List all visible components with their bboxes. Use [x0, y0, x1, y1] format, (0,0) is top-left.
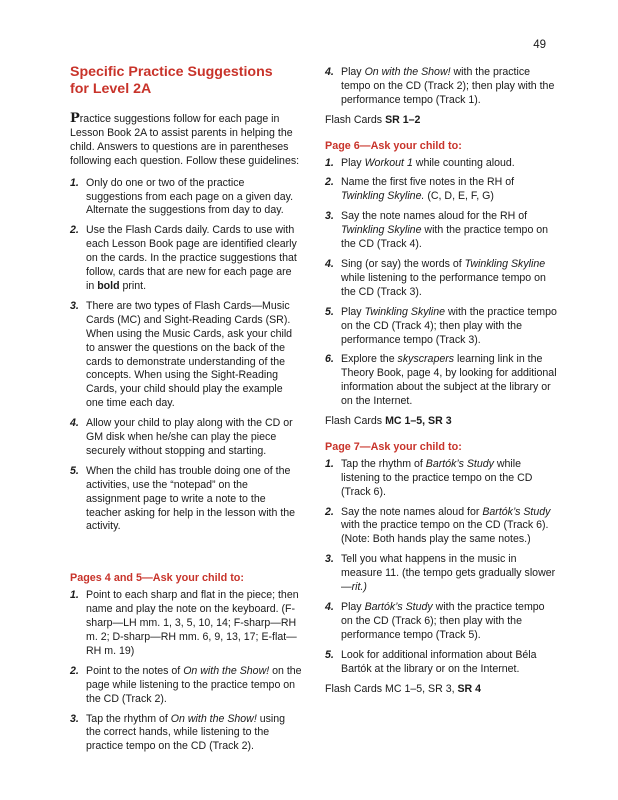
flash-bold: MC 1–5, SR 3: [385, 415, 452, 428]
flash-bold: SR 1–2: [385, 113, 421, 126]
item-text: on the page while listening to the practice tempo on the CD (Track 2).: [86, 664, 302, 705]
item-text: Sing (or say) the words of: [341, 257, 465, 270]
section-heading-pages-4-5: Pages 4 and 5—Ask your child to:: [70, 572, 244, 585]
item-italic-title: Bartók’s Study: [425, 457, 494, 470]
item-number: 2.: [70, 664, 79, 677]
item-italic-title: skyscrapers: [397, 353, 455, 366]
item-number: 1.: [70, 176, 79, 189]
list-item: [325, 353, 557, 409]
item-number: 5.: [70, 464, 79, 477]
item-italic-title: Twinkling Skyline.: [341, 190, 425, 203]
item-bold-text: bold: [97, 279, 120, 292]
section-heading-page-6: Page 6—Ask your child to:: [325, 139, 462, 152]
item-italic-title: Workout 1: [364, 156, 413, 169]
page-7-list: [325, 458, 557, 677]
item-text: print.: [119, 279, 147, 292]
flash-label: Flash Cards: [325, 415, 386, 428]
item-text: Use the Flash Cards daily. Cards to use with each Lesson Book page are identified clearly on the cards. In the practice suggestions that follow, cards that are new for each page are in: [86, 224, 297, 292]
item-text: Point to the notes of: [86, 664, 184, 677]
item-number: 6.: [325, 353, 334, 366]
list-item: [70, 589, 302, 659]
item-text: Point to each sharp and flat in the piece; then name and play the note on the keyboard. (F-sharp—LH mm. 1, 3, 5, 10, 14; F-sharp—RH m. 2; D-sharp—RH mm. 6, 9, 13, 17; E-flat—RH m. 19): [86, 589, 299, 657]
flash-bold: SR 4: [457, 682, 482, 695]
right-column: [325, 66, 557, 700]
item-text: with the practice tempo on the CD (Track 6). (Note: Both hands play the same notes.): [341, 519, 549, 546]
flash-cards-page-7: [325, 683, 557, 697]
item-italic-title: Bartók’s Study: [364, 601, 433, 613]
item-text: using the correct hands, while listening to the practice tempo on the CD (Track 2).: [86, 712, 286, 753]
item-number: 5.: [325, 648, 334, 661]
list-item: [70, 300, 302, 411]
item-italic-title: On with the Show!: [364, 66, 451, 78]
list-item: [70, 177, 302, 219]
list-item: [325, 553, 557, 595]
item-text: (C, D, E, F, G): [424, 190, 494, 203]
item-text: There are two types of Flash Cards—Music Cards (MC) and Sight-Reading Cards (SR). When using the Music Cards, ask your child to answer the questions on the back of the cards to demonstrate understanding of the concepts. When using the Sight-Reading Cards, your child should play the example one time each day.: [86, 299, 293, 410]
list-item: [325, 649, 557, 677]
guidelines-list: [70, 177, 302, 535]
list-item: [325, 258, 557, 300]
item-text: Tell you what happens in the music in measure 11. (the tempo gets gradually slower—: [341, 553, 556, 594]
list-item: [70, 713, 302, 755]
item-italic-title: Twinkling Skyline: [464, 257, 546, 270]
item-text: learning link in the Theory Book, page 4, by looking for additional information about the subject at the library or on the Internet.: [341, 353, 557, 408]
item-number: 4.: [325, 257, 334, 270]
item-italic-title: Twinkling Skyline: [341, 224, 422, 237]
list-item: [325, 458, 557, 500]
item-number: 4.: [325, 601, 334, 613]
item-text: Say the note names aloud for the RH of: [341, 210, 528, 223]
flash-cards-pages-4-5: [325, 114, 557, 128]
item-number: 3.: [70, 712, 79, 725]
item-text: with the practice tempo on the CD (Track 4); then play with the performance tempo (Track 3).: [341, 305, 557, 346]
item-text: Explore the: [341, 353, 398, 366]
intro-text: ractice suggestions follow for each page in Lesson Book 2A to assist parents in helping the child. Answers to questions are in parentheses following each question. Follow these guidelines:: [70, 113, 300, 167]
item-number: 2.: [325, 176, 334, 189]
item-text: while listening to the performance tempo on the CD (Track 3).: [341, 271, 546, 298]
list-item: [325, 306, 557, 348]
flash-label: Flash Cards MC 1–5, SR 3,: [325, 682, 458, 695]
item-number: 2.: [325, 505, 334, 518]
flash-label: Flash Cards: [325, 113, 386, 126]
item-text: Only do one or two of the practice suggestions from each page on a given day. Alternate the suggestions from day to day.: [86, 176, 294, 217]
item-number: 2.: [70, 224, 79, 237]
item-number: 1.: [325, 156, 334, 169]
item-text: with the practice tempo on the CD (Track 4).: [341, 224, 549, 251]
item-text: with the practice tempo on the CD (Track 2); then play with the performance tempo (Track 1).: [341, 66, 555, 106]
intro-dropcap: P: [70, 111, 80, 126]
item-italic-title: On with the Show!: [183, 664, 270, 677]
item-number: 3.: [325, 553, 334, 566]
pages-4-5-list: [70, 589, 302, 754]
pages-4-5-list-continued: [325, 66, 557, 108]
item-italic-title: Twinkling Skyline: [364, 305, 446, 318]
section-heading-page-7: Page 7—Ask your child to:: [325, 440, 462, 453]
item-italic-title: rit.): [351, 581, 367, 594]
item-text: Tap the rhythm of: [341, 457, 426, 470]
page-title: [70, 64, 302, 98]
item-number: 1.: [70, 589, 79, 602]
page-number: 49: [533, 39, 546, 51]
item-text: with the practice tempo on the CD (Track 6); then play with the performance tempo (Track 5).: [341, 601, 545, 641]
list-item: [325, 157, 557, 171]
page-6-list: [325, 157, 557, 410]
item-text: Name the first five notes in the RH of: [341, 176, 515, 189]
item-text: Say the note names aloud for: [341, 505, 483, 518]
intro-paragraph: [70, 112, 302, 169]
left-column: [70, 64, 302, 760]
list-item: [70, 417, 302, 459]
item-number: 3.: [70, 299, 79, 312]
item-number: 1.: [325, 457, 334, 470]
list-item: [325, 176, 557, 204]
list-item: [325, 66, 557, 108]
list-item: [70, 224, 302, 294]
item-text: Allow your child to play along with the CD or GM disk when he/she can play the piece securely without stopping and starting.: [86, 417, 293, 457]
list-item: [70, 665, 302, 707]
item-number: 4.: [70, 417, 79, 430]
item-text: Play: [341, 156, 365, 169]
item-text: Play: [341, 66, 365, 78]
item-text: Play: [341, 305, 365, 318]
item-text: Play: [341, 601, 365, 613]
list-item: [325, 210, 557, 252]
item-number: 4.: [325, 66, 334, 78]
item-text: while counting aloud.: [412, 156, 515, 169]
item-italic-title: Bartók’s Study: [482, 505, 551, 518]
item-text: while listening to the practice tempo on the CD (Track 6).: [341, 457, 533, 498]
flash-cards-page-6: [325, 415, 557, 429]
item-text: When the child has trouble doing one of the activities, use the “notepad” on the assignment page to write a note to the teacher asking for help in the lesson with the activity.: [86, 464, 296, 533]
list-item: [325, 506, 557, 548]
title-line-1: Specific Practice Suggestions: [70, 64, 273, 80]
item-text: Tap the rhythm of: [86, 712, 171, 725]
item-italic-title: On with the Show!: [170, 712, 257, 725]
title-line-2: for Level 2A: [70, 81, 152, 97]
item-number: 5.: [325, 305, 334, 318]
list-item: [325, 601, 557, 643]
item-number: 3.: [325, 210, 334, 223]
item-text: Look for additional information about Béla Bartók at the library or on the Internet.: [341, 648, 537, 675]
list-item: [70, 465, 302, 535]
